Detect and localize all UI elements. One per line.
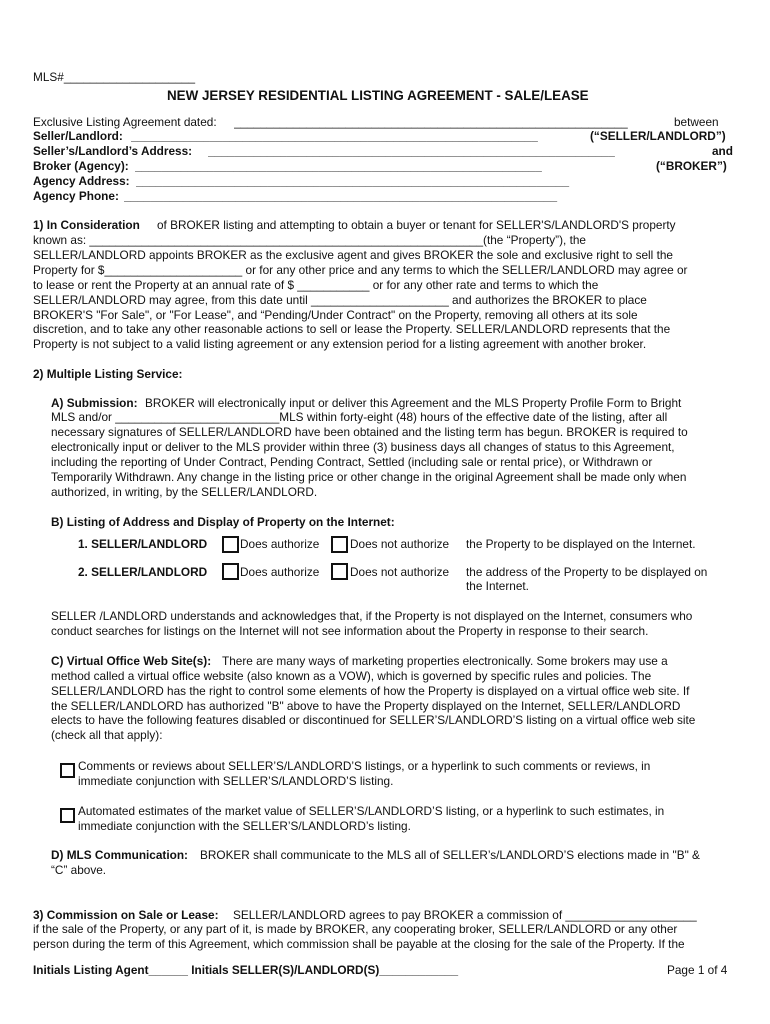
internet-note-line: SELLER /LANDLORD understands and acknowledges that, if the Property is not displayed on the Internet, consumers who	[51, 609, 693, 623]
dated-blank: ____________________________________________________________	[234, 115, 628, 129]
vow-option-text: Automated estimates of the market value of SELLER’S/LANDLORD’S listing, or a hyperlink to such estimates, in	[78, 804, 665, 818]
agency-phone-label: Agency Phone:	[33, 189, 119, 203]
vow-option-text: Comments or reviews about SELLER’S/LANDLORD’S listings, or a hyperlink to such comments or reviews, in	[78, 759, 651, 773]
section3-line: person during the term of this Agreement, which commission shall be payable at the closing for the sale of the Property. If the	[33, 937, 685, 951]
seller-address-label: Seller’s/Landlord’s Address:	[33, 144, 193, 158]
submission-line: authorized, in writing, by the SELLER/LANDLORD.	[51, 485, 318, 499]
section3-heading: 3) Commission on Sale or Lease:	[33, 908, 219, 922]
and-word: and	[712, 144, 733, 158]
address-item-label: 2. SELLER/LANDLORD	[78, 565, 208, 579]
initials-line: Initials Listing Agent______ Initials SELLER(S)/LANDLORD(S)____________	[33, 963, 459, 977]
seller-label: Seller/Landlord:	[33, 129, 123, 143]
submission-line: MLS and/or _________________________MLS within forty-eight (48) hours of the effective date of the listing, after all	[51, 410, 668, 424]
agency-address-blank: __________________________________________________________________	[136, 174, 570, 188]
does-not-authorize-checkbox[interactable]	[331, 536, 348, 553]
vow-line: the SELLER/LANDLORD has authorized "B" above to have the Property displayed on the Internet, SELLER/LANDLORD	[51, 699, 681, 713]
address-item-description-cont: the Internet.	[466, 579, 529, 593]
submission-line: BROKER will electronically input or deliver this Agreement and the MLS Property Profile Form to Bright	[145, 396, 682, 410]
document-title: NEW JERSEY RESIDENTIAL LISTING AGREEMENT - SALE/LEASE	[167, 88, 589, 103]
vow-line: There are many ways of marketing properties electronically. Some brokers may use a	[222, 654, 668, 668]
submission-line: electronically input or deliver to the MLS provider within three (3) business days all changes of status to this Agreement,	[51, 440, 675, 454]
broker-blank: ______________________________________________________________	[135, 159, 542, 173]
seller-address-blank: ______________________________________________________________	[208, 144, 615, 158]
mls-communication-line: “C” above.	[51, 863, 107, 877]
does-not-authorize-checkbox[interactable]	[331, 563, 348, 580]
section1-heading: 1) In Consideration	[33, 218, 140, 232]
submission-line: Temporarily Withdrawn. Any change in the listing price or other change in the original Agreement shall be made only when	[51, 470, 687, 484]
submission-heading: A) Submission:	[51, 396, 138, 410]
vow-line: method called a virtual office website (also known as a VOW), which is governed by specific rules and policies. The	[51, 669, 652, 683]
vow-option-text: immediate conjunction with the SELLER’S/LANDLORD’s listing.	[78, 819, 411, 833]
vow-option-text: immediate conjunction with SELLER’S/LANDLORD’S listing.	[78, 774, 394, 788]
mls-communication-heading: D) MLS Communication:	[51, 848, 188, 862]
address-item-description: the address of the Property to be displayed on	[466, 565, 708, 579]
mls-communication-line: BROKER shall communicate to the MLS all of SELLER’s/LANDLORD’S elections made in "B" &	[200, 848, 700, 862]
does-authorize-checkbox[interactable]	[222, 536, 239, 553]
vow-line: elects to have the following features disabled or discontinued for SELLER’S/LANDLORD’S listing on a virtual office web site	[51, 713, 696, 727]
vow-heading: C) Virtual Office Web Site(s):	[51, 654, 212, 668]
section2-heading: 2) Multiple Listing Service:	[33, 367, 183, 381]
does-authorize-label: Does authorize	[240, 537, 320, 551]
internet-item-description: the Property to be displayed on the Internet.	[466, 537, 696, 551]
between-word: between	[674, 115, 719, 129]
section1-line: discretion, and to take any other reasonable actions to sell or lease the Property. SELLER/LANDLORD represents that the	[33, 322, 671, 336]
internet-note-line: conduct searches for listings on the Internet will not see information about the Property in response to their search.	[51, 624, 649, 638]
section1-line: known as: ____________________________________________________________(the “Property”), the	[33, 233, 586, 247]
does-not-authorize-label: Does not authorize	[350, 565, 450, 579]
section1-line: Property for $_____________________ or for any other price and any terms to which the SELLER/LANDLORD may agree or	[33, 263, 688, 277]
broker-tag: (“BROKER”)	[656, 159, 727, 173]
seller-tag: (“SELLER/LANDLORD”)	[590, 129, 726, 143]
submission-line: necessary signatures of SELLER/LANDLORD have been obtained and the listing term has begun. BROKER is required to	[51, 425, 688, 439]
section1-line: SELLER/LANDLORD may agree, from this date until _____________________ and authorizes the BROKER to place	[33, 293, 647, 307]
section1-line: to lease or rent the Property at an annual rate of $ ___________ or for any other rate and terms to which the	[33, 278, 599, 292]
vow-line: SELLER/LANDLORD has the right to control some elements of how the Property is displayed on a virtual office web site. If	[51, 684, 690, 698]
section3-line: SELLER/LANDLORD agrees to pay BROKER a commission of ____________________	[233, 908, 697, 922]
vow-line: (check all that apply):	[51, 728, 163, 742]
does-not-authorize-label: Does not authorize	[350, 537, 450, 551]
seller-blank: ______________________________________________________________	[131, 129, 538, 143]
disable-estimates-checkbox[interactable]	[60, 808, 75, 823]
submission-line: including the reporting of Under Contract, Pending Contract, Settled (including sale or rental price), or Withdrawn or	[51, 455, 653, 469]
does-authorize-checkbox[interactable]	[222, 563, 239, 580]
section1-line: Property is not subject to a valid listing agreement or any extension period for a listing agreement with another broker.	[33, 337, 647, 351]
dated-label: Exclusive Listing Agreement dated:	[33, 115, 217, 129]
section1-line: SELLER/LANDLORD appoints BROKER as the exclusive agent and gives BROKER the sole and exclusive right to sell the	[33, 248, 673, 262]
disable-comments-checkbox[interactable]	[60, 763, 75, 778]
page-number: Page 1 of 4	[667, 963, 728, 977]
internet-item-label: 1. SELLER/LANDLORD	[78, 537, 208, 551]
mls-number-field: MLS#____________________	[33, 70, 196, 84]
section1-line: BROKER'S "For Sale", or "For Lease", and “Pending/Under Contract" on the Property, removing all others at its sole	[33, 308, 638, 322]
section3-line: if the sale of the Property, or any part of it, is made by BROKER, any cooperating broker, SELLER/LANDLORD or any other	[33, 922, 678, 936]
does-authorize-label: Does authorize	[240, 565, 320, 579]
agency-phone-blank: __________________________________________________________________	[124, 189, 558, 203]
internet-display-heading: B) Listing of Address and Display of Property on the Internet:	[51, 515, 395, 529]
section1-line: of BROKER listing and attempting to obtain a buyer or tenant for SELLER'S/LANDLORD'S property	[157, 218, 676, 232]
broker-label: Broker (Agency):	[33, 159, 129, 173]
agency-address-label: Agency Address:	[33, 174, 130, 188]
